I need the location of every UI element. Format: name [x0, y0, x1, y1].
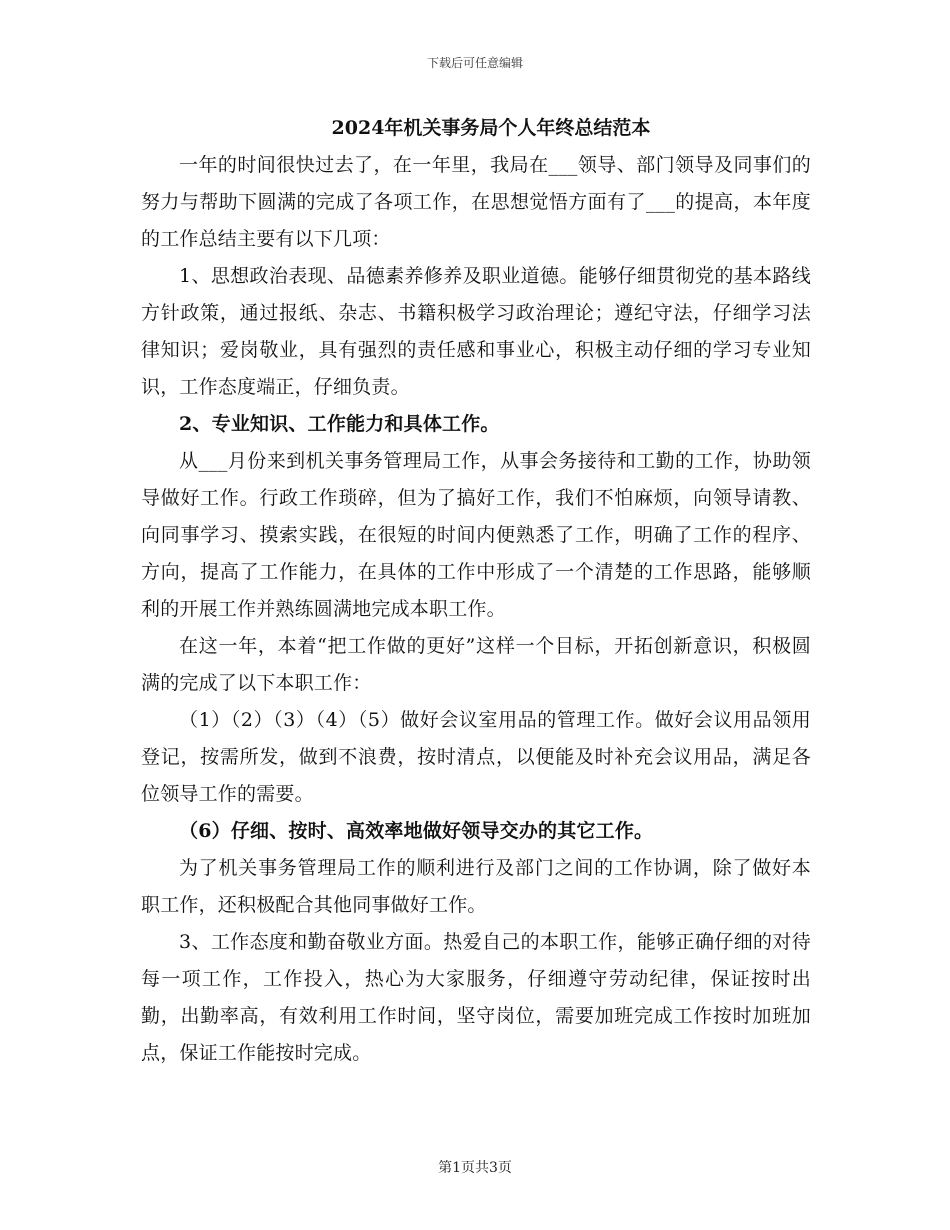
paragraph-section-2-body: 从___月份来到机关事务管理局工作，从事会务接待和工勤的工作，协助领导做好工作。行政工作琐碎，但为了搞好工作，我们不怕麻烦，向领导请教、向同事学习、摸索实践，在很短的时间内便熟悉了工作，明确了工作的程序、方向，提高了工作能力，在具体的工作中形成了一个清楚的工作思路，能够顺利的开展工作并熟练圆满地完成本职工作。 [141, 450, 811, 620]
paragraph-section-3: 3、工作态度和勤奋敬业方面。热爱自己的本职工作，能够正确仔细的对待每一项工作，工作投入，热心为大家服务，仔细遵守劳动纪律，保证按时出勤，出勤率高，有效利用工作时间，坚守岗位，需要加班完成工作按时加班加点，保证工作能按时完成。 [141, 931, 811, 1064]
document-body [141, 113, 811, 1072]
document-title: 2024年机关事务局个人年终总结范本 [331, 117, 651, 139]
paragraph-intro: 一年的时间很快过去了，在一年里，我局在___领导、部门领导及同事们的努力与帮助下圆满的完成了各项工作，在思想觉悟方面有了___的提高，本年度的工作总结主要有以下几项： [141, 154, 811, 250]
paragraph-items-1-5: （1）（2）（3）（4）（5）做好会议室用品的管理工作。做好会议用品领用登记，按需所发，做到不浪费，按时清点，以便能及时补充会议用品，满足各位领导工作的需要。 [141, 709, 811, 805]
paragraph-item-6-body: 为了机关事务管理局工作的顺利进行及部门之间的工作协调，除了做好本职工作，还积极配合其他同事做好工作。 [141, 857, 811, 916]
page-header: 下载后可任意编辑 [426, 56, 523, 70]
heading-item-6: （6）仔细、按时、高效率地做好领导交办的其它工作。 [179, 820, 654, 842]
page-footer: 第1页共3页 [438, 1160, 512, 1176]
paragraph-goal: 在这一年，本着“把工作做的更好”这样一个目标，开拓创新意识，积极圆满的完成了以下本职工作： [141, 635, 811, 694]
paragraph-section-1: 1、思想政治表现、品德素养修养及职业道德。能够仔细贯彻党的基本路线方针政策，通过报纸、杂志、书籍积极学习政治理论；遵纪守法，仔细学习法律知识；爱岗敬业，具有强烈的责任感和事业心，积极主动仔细的学习专业知识，工作态度端正，仔细负责。 [141, 265, 811, 398]
heading-section-2: 2、专业知识、工作能力和具体工作。 [179, 413, 500, 435]
